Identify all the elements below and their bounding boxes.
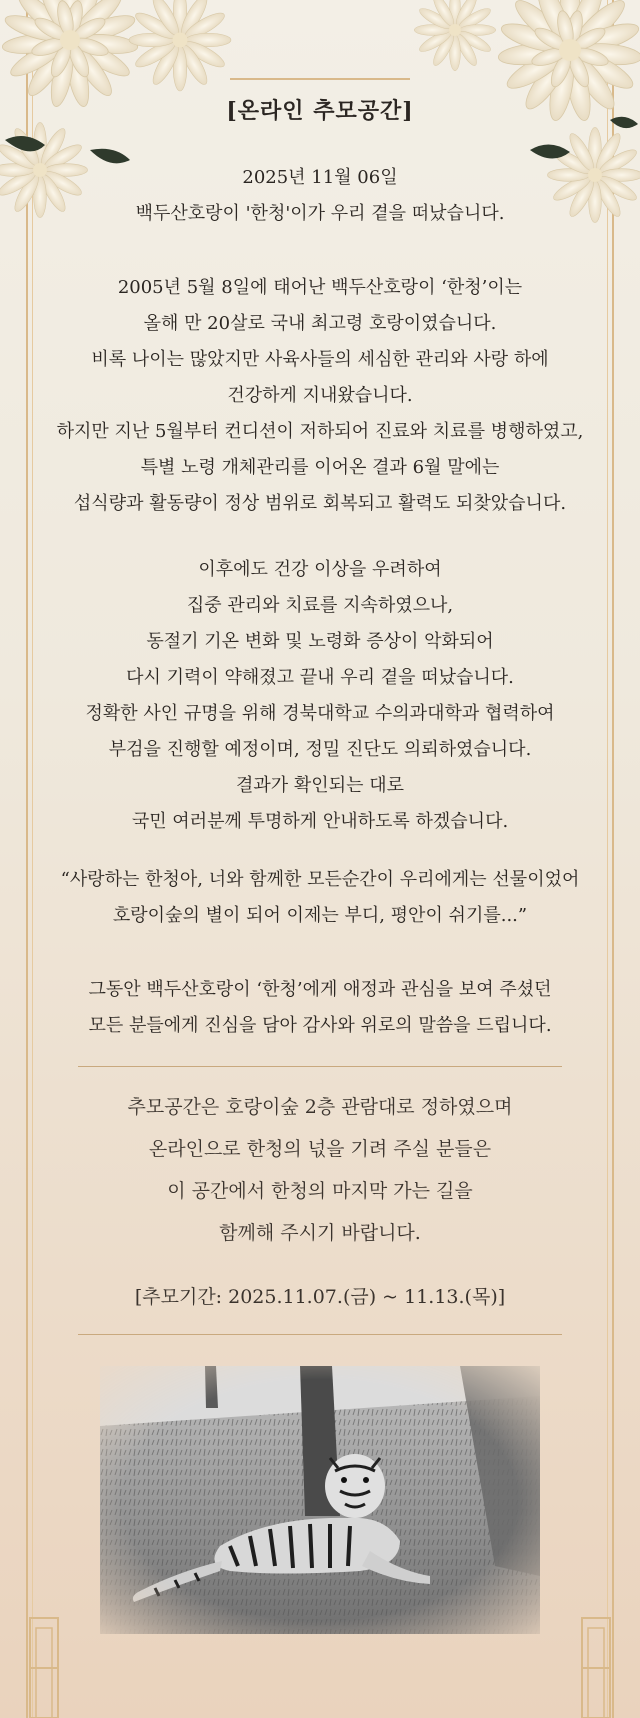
history-line: 특별 노령 개체관리를 이어온 결과 6월 말에는 <box>140 457 500 478</box>
memorial-notice-line: 함께해 주시기 바랍니다. <box>219 1222 421 1244</box>
history-line: 하지만 지난 5월부터 컨디션이 저하되어 진료와 치료를 병행하였고, <box>56 421 584 442</box>
frame-border-left-inner <box>32 0 33 1718</box>
decline-line: 이후에도 건강 이상을 우려하여 <box>198 559 442 580</box>
frame-border-right <box>612 0 614 1718</box>
corner-ornament-right-icon <box>576 1608 616 1718</box>
history-line: 섭식량과 활동량이 정상 범위로 회복되고 활력도 되찾았습니다. <box>73 493 567 514</box>
memorial-period-block <box>40 1276 600 1318</box>
page-title: [온라인 추모공간] <box>226 98 414 124</box>
history-line: 건강하게 지내왔습니다. <box>227 385 413 406</box>
decline-line: 정확한 사인 규명을 위해 경북대학교 수의과대학과 협력하여 <box>85 703 555 724</box>
memorial-notice-line: 추모공간은 호랑이숲 2층 관람대로 정하였으며 <box>127 1096 513 1118</box>
title-rule <box>230 78 410 80</box>
thanks-block <box>40 972 600 1044</box>
history-line: 올해 만 20살로 국내 최고령 호랑이였습니다. <box>143 313 497 334</box>
thanks-line: 모든 분들에게 진심을 담아 감사와 위로의 말씀을 드립니다. <box>88 1015 552 1036</box>
history-line: 2005년 5월 8일에 태어난 백두산호랑이 ‘한청’이는 <box>117 277 523 298</box>
memorial-notice-block <box>40 1086 600 1254</box>
decline-block <box>40 552 600 840</box>
section-divider <box>78 1334 562 1335</box>
farewell-quote-line: “사랑하는 한청아, 너와 함께한 모든순간이 우리에게는 선물이었어 <box>60 869 580 890</box>
decline-line: 다시 기력이 약해졌고 끝내 우리 곁을 떠났습니다. <box>126 667 514 688</box>
announcement-headline: 백두산호랑이 '한청'이가 우리 곁을 떠났습니다. <box>135 203 505 224</box>
history-block <box>40 270 600 522</box>
corner-ornament-left-icon <box>24 1608 64 1718</box>
decline-line: 결과가 확인되는 대로 <box>236 775 404 796</box>
tiger-photo-illustration <box>100 1366 540 1634</box>
announcement-block <box>40 160 600 232</box>
history-line: 비록 나이는 많았지만 사육사들의 세심한 관리와 사랑 하에 <box>91 349 549 370</box>
decline-line: 국민 여러분께 투명하게 안내하도록 하겠습니다. <box>131 811 509 832</box>
frame-border-right-inner <box>607 0 608 1718</box>
farewell-quote-line: 호랑이숲의 별이 되어 이제는 부디, 평안이 쉬기를...” <box>112 905 528 926</box>
farewell-quote-block <box>40 862 600 934</box>
section-divider <box>78 1066 562 1067</box>
frame-border-left <box>26 0 28 1718</box>
memorial-notice-line: 이 공간에서 한청의 마지막 가는 길을 <box>167 1180 473 1202</box>
memorial-notice-line: 온라인으로 한청의 넋을 기려 주실 분들은 <box>148 1138 492 1160</box>
tiger-photo <box>100 1366 540 1634</box>
announcement-date: 2025년 11월 06일 <box>242 167 398 188</box>
thanks-line: 그동안 백두산호랑이 ‘한청’에게 애정과 관심을 보여 주셨던 <box>88 979 552 1000</box>
memorial-period: [추모기간: 2025.11.07.(금) ~ 11.13.(목)] <box>134 1286 506 1308</box>
decline-line: 동절기 기온 변화 및 노령화 증상이 악화되어 <box>146 631 494 652</box>
decline-line: 부검을 진행할 예정이며, 정밀 진단도 의뢰하였습니다. <box>108 739 532 760</box>
decline-line: 집중 관리와 치료를 지속하였으나, <box>186 595 454 616</box>
